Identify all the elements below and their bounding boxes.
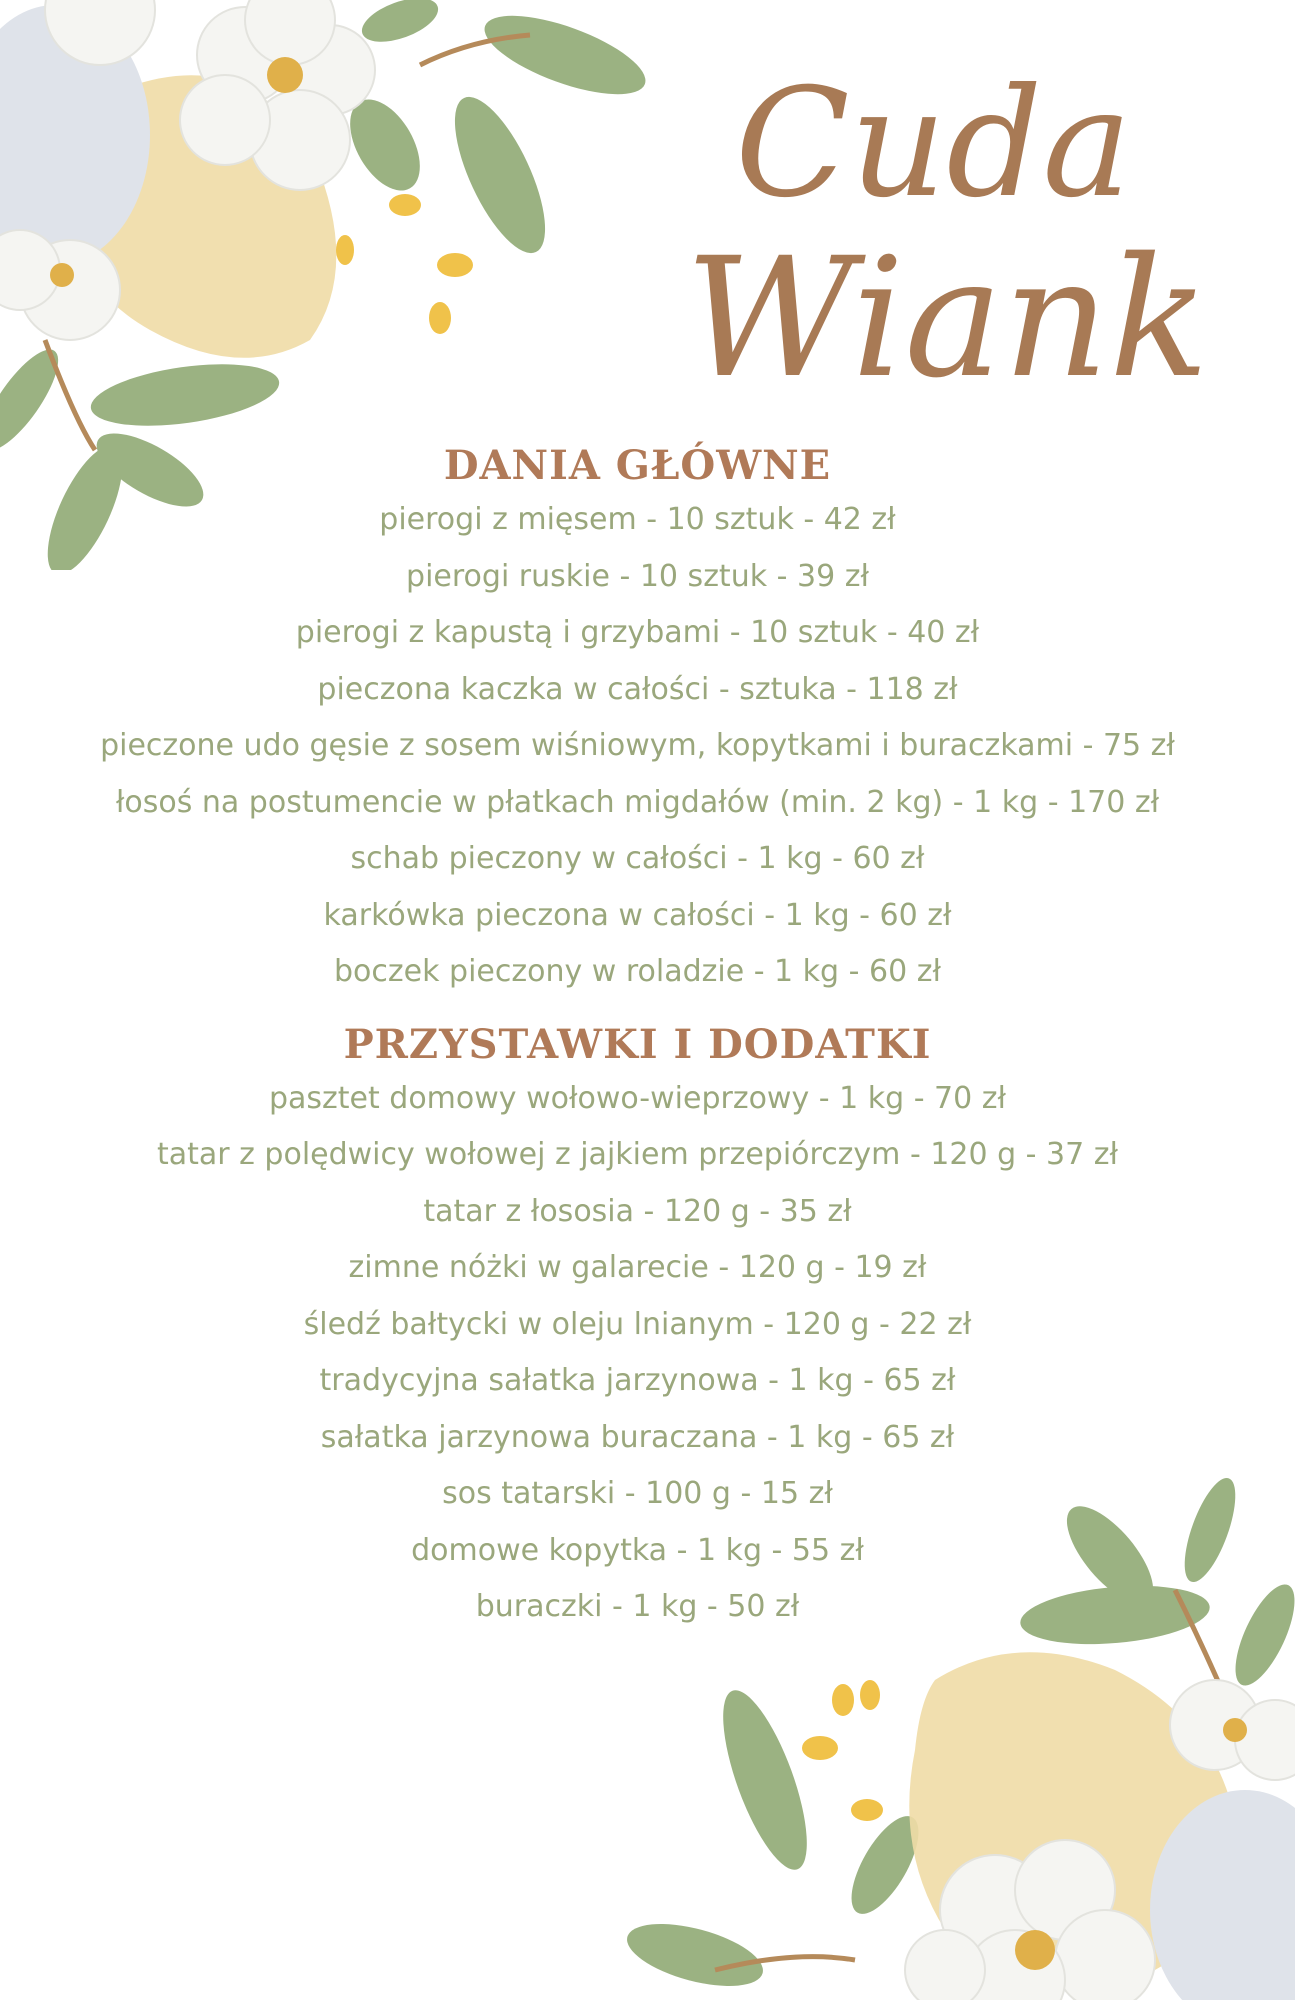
menu-item: łosoś na postumencie w płatkach migdałów (min. 2 kg) - 1 kg - 170 zł	[115, 784, 1160, 820]
menu-item: pieczona kaczka w całości - sztuka - 118 zł	[317, 671, 958, 707]
menu-item: pierogi ruskie - 10 sztuk - 39 zł	[406, 558, 869, 594]
menu-item: boczek pieczony w roladzie - 1 kg - 60 zł	[334, 954, 941, 989]
menu-item: tradycyjna sałatka jarzynowa - 1 kg - 65 zł	[319, 1363, 956, 1398]
section-heading: PRZYSTAWKI I DODATKI	[343, 1020, 932, 1068]
title-line-1: Cuda	[735, 57, 1132, 231]
menu-item: tatar z polędwicy wołowej z jajkiem przepiórczym - 120 g - 37 zł	[156, 1137, 1119, 1172]
menu-item: schab pieczony w całości - 1 kg - 60 zł	[350, 841, 925, 876]
menu-item: buraczki - 1 kg - 50 zł	[475, 1589, 800, 1624]
menu-item: tatar z łososia - 120 g - 35 zł	[423, 1193, 852, 1229]
section-heading: DANIA GŁÓWNE	[443, 442, 832, 489]
menu-item: pieczone udo gęsie z sosem wiśniowym, kopytkami i buraczkami - 75 zł	[100, 728, 1175, 763]
section-starters-and-sides	[40, 1019, 1235, 1636]
menu-item: pasztet domowy wołowo-wieprzowy - 1 kg - 70 zł	[268, 1080, 1007, 1116]
menu-item: śledź bałtycki w oleju lnianym - 120 g - 22 zł	[303, 1306, 972, 1342]
menu-item: zimne nóżki w galarecie - 120 g - 19 zł	[348, 1250, 927, 1285]
menu-item: sos tatarski - 100 g - 15 zł	[442, 1476, 833, 1511]
brand-title	[685, 20, 1205, 440]
menu-item: sałatka jarzynowa buraczana - 1 kg - 65 zł	[320, 1419, 955, 1455]
menu-item: pierogi z kapustą i grzybami - 10 sztuk - 40 zł	[295, 615, 980, 650]
menu-item: karkówka pieczona w całości - 1 kg - 60 zł	[323, 897, 952, 933]
menu-content	[40, 440, 1235, 1636]
menu-item: pierogi z mięsem - 10 sztuk - 42 zł	[379, 502, 896, 537]
title-line-2: Wianki	[685, 222, 1205, 414]
section-main-dishes	[40, 440, 1235, 1001]
menu-item: domowe kopytka - 1 kg - 55 zł	[411, 1532, 864, 1568]
